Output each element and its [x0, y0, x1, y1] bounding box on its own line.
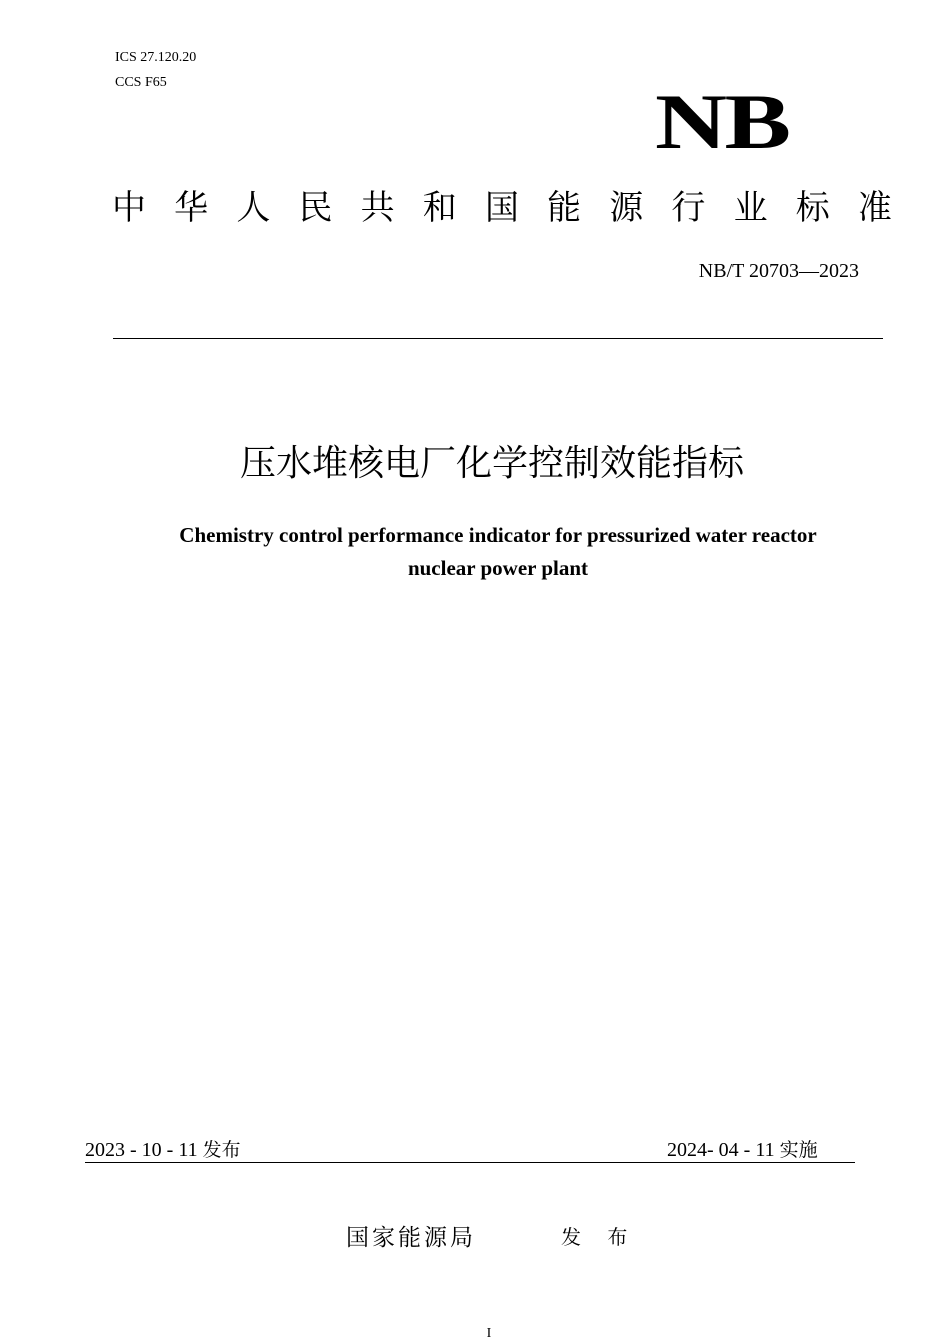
standard-type-char: 人	[236, 188, 271, 228]
ics-code: ICS 27.120.20	[115, 50, 197, 65]
ccs-code: CCS F65	[115, 75, 167, 90]
issue-date-label: 发布	[202, 1139, 241, 1161]
implementation-date	[667, 1137, 818, 1163]
implementation-date-label: 实施	[779, 1139, 818, 1161]
standard-type-char: 能	[547, 188, 582, 228]
standard-type-char: 中	[112, 188, 146, 228]
dates-divider	[85, 1162, 855, 1163]
issue-date-value: 2023 - 10 - 11	[85, 1139, 198, 1161]
standard-type-char: 业	[733, 188, 768, 228]
issue-action: 发 布	[561, 1225, 638, 1249]
standard-type-char: 和	[422, 188, 457, 228]
issuing-authority: 国家能源局	[346, 1225, 476, 1251]
standard-number: NB/T 20703—2023	[698, 260, 859, 282]
standard-type-char: 华	[174, 188, 209, 228]
standard-type-char: 源	[609, 188, 644, 228]
standard-type-char: 标	[795, 188, 830, 228]
standard-type-char: 国	[484, 188, 519, 228]
header-divider	[113, 338, 883, 339]
standard-type-char: 准	[857, 188, 892, 228]
document-title-english-line2: nuclear power plant	[407, 556, 589, 580]
document-title-chinese: 压水堆核电厂化学控制效能指标	[239, 443, 744, 484]
standard-type-char: 行	[671, 188, 706, 228]
standard-type-char: 共	[360, 188, 395, 228]
implementation-date-value: 2024- 04 - 11	[667, 1139, 775, 1161]
standard-type-char: 民	[298, 188, 333, 228]
nb-logo: NB	[655, 78, 789, 165]
document-title-english-line1: Chemistry control performance indicator for pressurized water reactor	[179, 523, 817, 547]
page-number: I	[486, 1326, 492, 1341]
standard-type-heading	[112, 185, 892, 231]
issue-date	[85, 1137, 241, 1163]
